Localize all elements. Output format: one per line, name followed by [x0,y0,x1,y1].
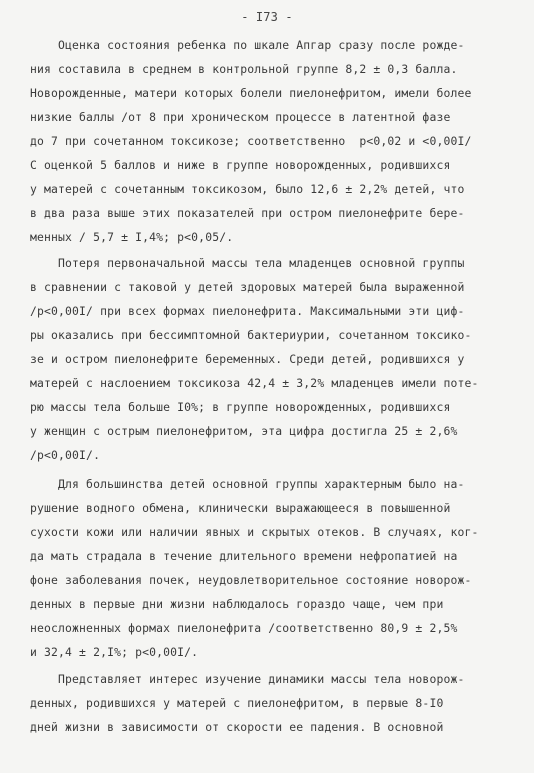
text-line: Для большинства детей основной группы характерным было на- [30,477,465,491]
text-line: Оценка состояния ребенка по шкале Апгар сразу после рожде- [30,38,465,52]
text-line: /р<0,00I/ при всех формах пиелонефрита. Максимальными эти циф- [30,304,465,318]
text-line: ры оказались при бессимптомной бактериурии, сочетанном токсико- [30,328,472,342]
text-line: /р<0,00I/. [30,448,101,462]
text-line: менных / 5,7 ± I,4%; р<0,05/. [30,230,234,244]
page-number: - I73 - [241,10,293,24]
text-line: рушение водного обмена, клинически выражающееся в повышенной [30,501,451,515]
text-line: денных в первые дни жизни наблюдалось гораздо чаще, чем при [30,597,444,611]
text-line: у женщин с острым пиелонефритом, эта цифра достигла 25 ± 2,6% [30,424,458,438]
text-line: низкие баллы /от 8 при хроническом процессе в латентной фазе [30,110,451,124]
text-line: денных, родившихся у матерей с пиелонефритом, в первые 8-I0 [30,696,444,710]
text-line: Потеря первоначальной массы тела младенцев основной группы [30,256,465,270]
text-line: дней жизни в зависимости от скорости ее падения. В основной [30,720,444,734]
text-line: С оценкой 5 баллов и ниже в группе новорожденных, родившихся [30,158,451,172]
text-line: в два раза выше этих показателей при остром пиелонефрите бере- [30,206,465,220]
text-line: и 32,4 ± 2,I%; р<0,00I/. [30,645,199,659]
text-line: фоне заболевания почек, неудовлетворительное состояние новорож- [30,573,472,587]
text-line: матерей с наслоением токсикоза 42,4 ± 3,2% младенцев имели поте- [30,376,479,390]
text-line: рю массы тела больше I0%; в группе новорожденных, родившихся [30,400,451,414]
text-line: сухости кожи или наличии явных и скрытых отеков. В случаях, ког- [30,525,479,539]
text-line: неосложненных формах пиелонефрита /соответственно 80,9 ± 2,5% [30,621,458,635]
text-line: в сравнении с таковой у детей здоровых матерей была выраженной [30,280,465,294]
text-line: до 7 при сочетанном токсикозе; соответственно р<0,02 и <0,00I/ [30,134,472,148]
text-line: зе и остром пиелонефрите беременных. Среди детей, родившихся у [30,352,465,366]
text-line: ния составила в среднем в контрольной группе 8,2 ± 0,3 балла. [30,62,458,76]
text-line: у матерей с сочетанным токсикозом, было 12,6 ± 2,2% детей, что [30,182,465,196]
text-line: Новорожденные, матери которых болели пиелонефритом, имели более [30,86,472,100]
text-line: да мать страдала в течение длительного времени нефропатией на [30,549,458,563]
text-line: Представляет интерес изучение динамики массы тела новорож- [30,672,465,686]
